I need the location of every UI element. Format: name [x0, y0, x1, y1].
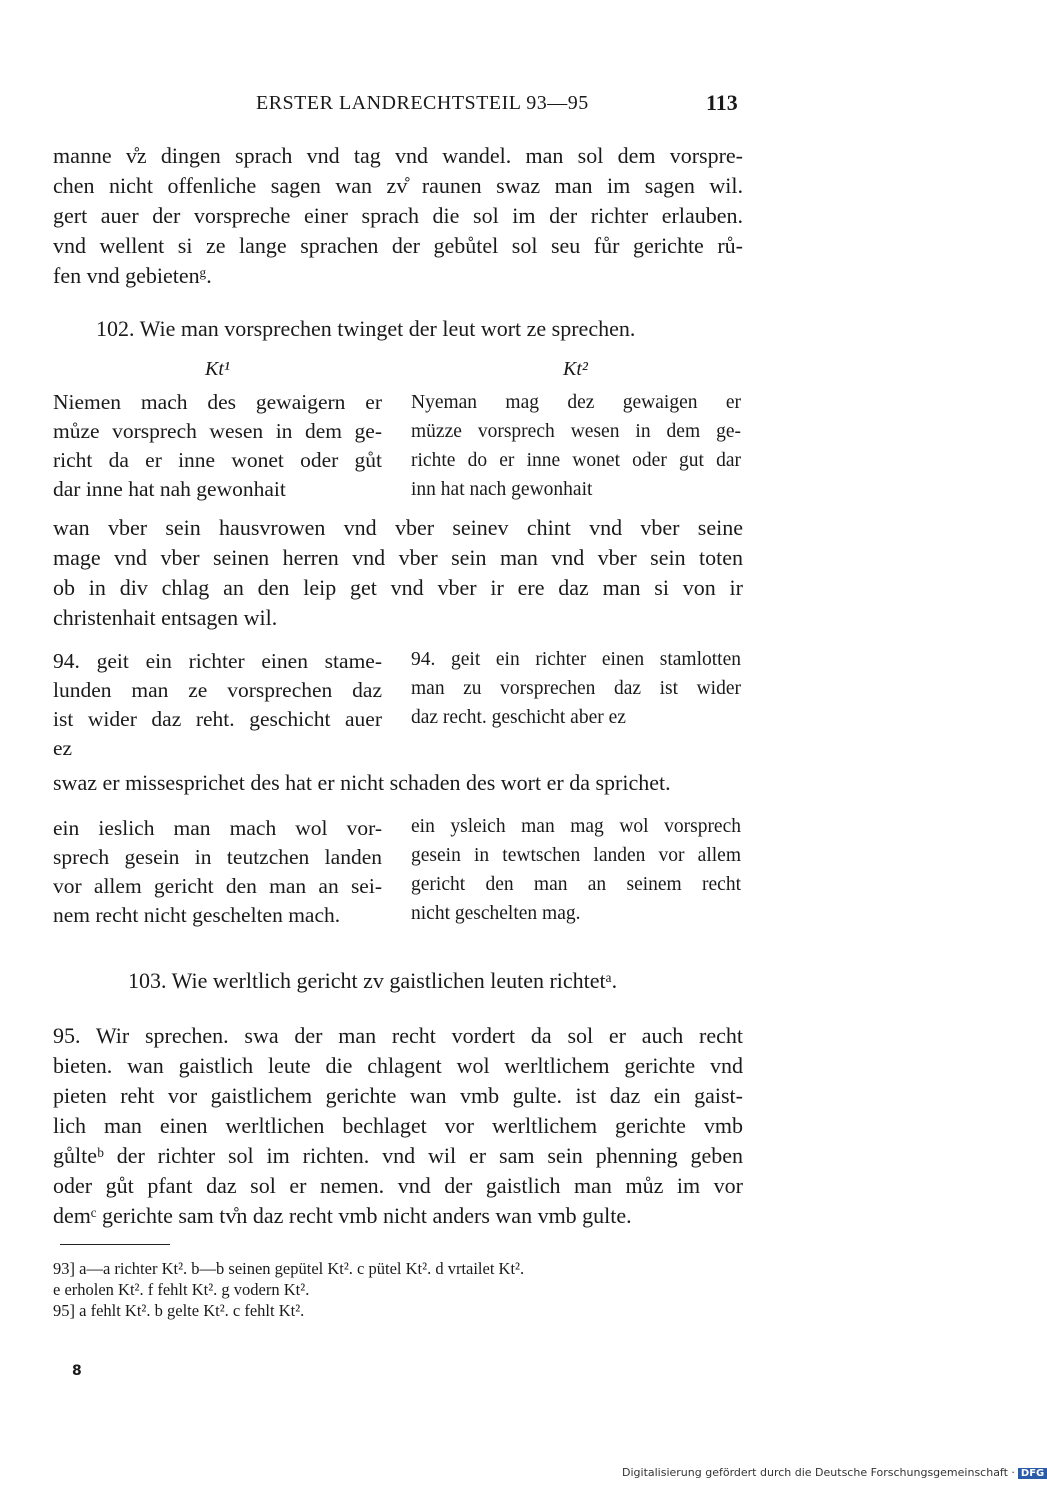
text-line: dar inne hat nah gewonhait [53, 477, 286, 501]
running-head: ERSTER LANDRECHTSTEIL 93—95 [256, 92, 589, 114]
text-line: můze vorsprech wesen in dem ge- [53, 419, 382, 443]
parallel-column-kt1 [53, 388, 382, 504]
section-heading-102: 102. Wie man vorsprechen twinget der leut wort ze sprechen. [96, 316, 636, 341]
text-line: müzze vorsprech wesen in dem ge- [411, 421, 741, 442]
text-line: pieten reht vor gaistlichem gerichte wan vmb gulte. ist daz ein gaist- [53, 1083, 743, 1108]
text-line: ein ieslich man mach wol vor- [53, 816, 382, 840]
page-number: 113 [706, 90, 738, 115]
text-line: gesein in tewtschen landen vor allem [411, 845, 741, 866]
section-heading-103: 103. Wie werltlich gericht zv gaistlichen leuten richtetᵃ. [128, 968, 618, 993]
shared-paragraph [53, 513, 743, 633]
text-line: ist wider daz reht. geschicht auer [53, 707, 382, 731]
parallel-column-kt1 [53, 647, 382, 763]
text-line: christenhait entsagen wil. [53, 605, 278, 630]
text-line: lunden man ze vorsprechen daz [53, 678, 382, 702]
footnote-line: 93] a—a richter Kt². b—b seinen gepütel Kt². c pütel Kt². d vrtailet Kt². [53, 1259, 525, 1278]
text-line: chen nicht offenliche sagen wan zv̊ raunen swaz man im sagen wil. [53, 173, 743, 198]
footnote-line: e erholen Kt². f fehlt Kt². g vodern Kt². [53, 1280, 310, 1299]
footnote-rule [60, 1244, 170, 1245]
text-line: vor allem gericht den man an sei- [53, 874, 382, 898]
text-line: sprech gesein in teutzchen landen [53, 845, 382, 869]
signature-mark: 8 [72, 1363, 82, 1379]
siglum-kt2: Kt² [563, 358, 588, 380]
text-line: daz recht. geschicht aber ez [411, 707, 626, 728]
text-line: oder gůt pfant daz sol er nemen. vnd der gaistlich man můz im vor [53, 1173, 743, 1198]
text-line: swaz er missesprichet des hat er nicht schaden des wort er da sprichet. [53, 770, 671, 795]
text-line: manne v̊z dingen sprach vnd tag vnd wandel. man sol dem vorspre- [53, 143, 743, 168]
text-line: fen vnd gebietenᵍ. [53, 263, 212, 288]
text-line: Nyeman mag dez gewaigen er [411, 392, 741, 413]
text-line: wan vber sein hausvrowen vnd vber seinev chint vnd vber seine [53, 515, 743, 540]
text-line: 94. geit ein richter einen stame- [53, 649, 382, 673]
text-line: nicht geschelten mag. [411, 903, 581, 924]
parallel-column-kt2 [411, 645, 741, 732]
text-line: mage vnd vber seinen herren vnd vber sein man vnd vber sein toten [53, 545, 743, 570]
dfg-logo: DFG [1018, 1468, 1047, 1479]
footnotes [53, 1258, 743, 1321]
text-line: 95. Wir sprechen. swa der man recht vordert da sol er auch recht [53, 1023, 743, 1048]
text-line: demᶜ gerichte sam tv̊n daz recht vmb nicht anders wan vmb gulte. [53, 1203, 632, 1228]
parallel-column-kt1 [53, 814, 382, 930]
parallel-column-kt2 [411, 812, 741, 928]
text-line: gert auer der vorspreche einer sprach die sol im der richter erlauben. [53, 203, 743, 228]
top-paragraph [53, 141, 743, 291]
text-line: man zu vorsprechen daz ist wider [411, 678, 741, 699]
parallel-column-kt2 [411, 388, 741, 504]
text-line: 94. geit ein richter einen stamlotten [411, 649, 741, 670]
text-line: richt da er inne wonet oder gůt [53, 448, 382, 472]
text-line: ein ysleich man mag wol vorsprech [411, 816, 741, 837]
text-line: richte do er inne wonet oder gut dar [411, 450, 741, 471]
text-line: gůlteᵇ der richter sol im richten. vnd wil er sam sein phenning geben [53, 1143, 743, 1168]
paragraph-95 [53, 1021, 743, 1231]
text-line: ez [53, 736, 73, 760]
text-line: nem recht nicht geschelten mach. [53, 903, 341, 927]
footer-text: Digitalisierung gefördert durch die Deutsche Forschungsgemeinschaft · [622, 1466, 1015, 1479]
text-line: vnd wellent si ze lange sprachen der gebůtel sol seu fůr gerichte rů- [53, 233, 743, 258]
siglum-kt1: Kt¹ [205, 358, 230, 380]
shared-paragraph [53, 768, 743, 798]
funding-footer [622, 1466, 1047, 1479]
text-line: gericht den man an seinem recht [411, 874, 741, 895]
text-line: Niemen mach des gewaigern er [53, 390, 382, 414]
text-line: ob in div chlag an den leip get vnd vber ir ere daz man si von ir [53, 575, 743, 600]
text-line: lich man einen werltlichen bechlaget vor werltlichem gerichte vmb [53, 1113, 743, 1138]
text-line: bieten. wan gaistlich leute die chlagent wol werltlichem gerichte vnd [53, 1053, 743, 1078]
text-line: inn hat nach gewonhait [411, 479, 593, 500]
footnote-line: 95] a fehlt Kt². b gelte Kt². c fehlt Kt². [53, 1301, 305, 1320]
